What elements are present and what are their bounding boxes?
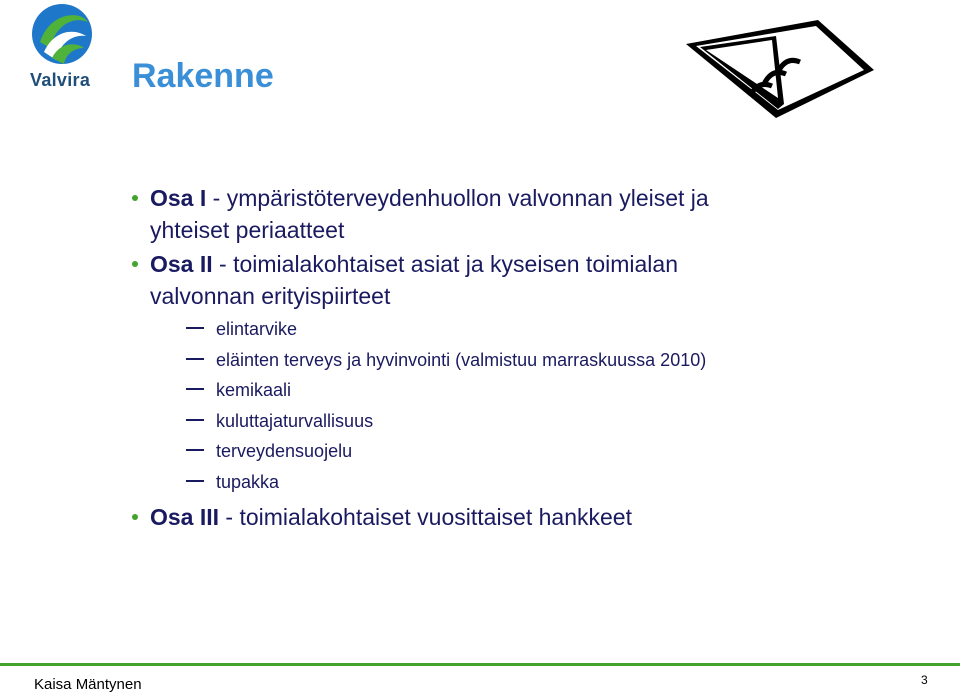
bullet-osa-1	[128, 182, 848, 246]
dash-icon	[186, 480, 204, 482]
bullet-bold: Osa III	[150, 504, 220, 530]
page-number: 3	[921, 673, 928, 687]
bullet-bold: Osa I	[150, 185, 207, 211]
dash-icon	[186, 327, 204, 329]
valvira-logo-icon	[30, 2, 94, 68]
dash-icon	[186, 358, 204, 360]
bullet-text: - toimialakohtaiset asiat ja kyseisen toimialan	[212, 251, 678, 277]
footer-divider	[0, 663, 960, 666]
slide-title: Rakenne	[132, 57, 274, 95]
footer-author: Kaisa Mäntynen	[34, 676, 142, 693]
bullet-text-cont: valvonnan erityispiirteet	[150, 283, 391, 309]
sub-list	[186, 314, 848, 497]
bullet-bold: Osa II	[150, 251, 213, 277]
bullet-osa-2	[128, 248, 848, 312]
bullet-list	[128, 182, 848, 535]
sub-item	[186, 345, 848, 376]
sub-item-label: elintarvike	[216, 319, 298, 339]
bullet-dot-icon	[132, 261, 138, 267]
notebook-icon	[680, 14, 880, 124]
bullet-osa-3	[128, 501, 848, 533]
sub-item-label: kemikaali	[216, 380, 292, 400]
sub-item	[186, 406, 848, 437]
sub-item	[186, 436, 848, 467]
bullet-text: - ympäristöterveydenhuollon valvonnan yleiset ja	[206, 185, 709, 211]
bullet-dot-icon	[132, 514, 138, 520]
bullet-text-cont: yhteiset periaatteet	[150, 217, 345, 243]
sub-item	[186, 467, 848, 498]
bullet-dot-icon	[132, 195, 138, 201]
bullet-text: - toimialakohtaiset vuosittaiset hankkeet	[219, 504, 632, 530]
sub-item-label: kuluttajaturvallisuus	[216, 410, 374, 431]
sub-item	[186, 375, 848, 406]
dash-icon	[186, 449, 204, 451]
sub-item-label: eläinten terveys ja hyvinvointi (valmistuu marraskuussa 2010)	[216, 349, 707, 370]
dash-icon	[186, 388, 204, 390]
sub-item-label: terveydensuojelu	[216, 441, 353, 461]
valvira-logo	[22, 2, 102, 97]
sub-item	[186, 314, 848, 345]
sub-item-label: tupakka	[216, 471, 280, 492]
dash-icon	[186, 419, 204, 421]
logo-text: Valvira	[30, 70, 91, 90]
